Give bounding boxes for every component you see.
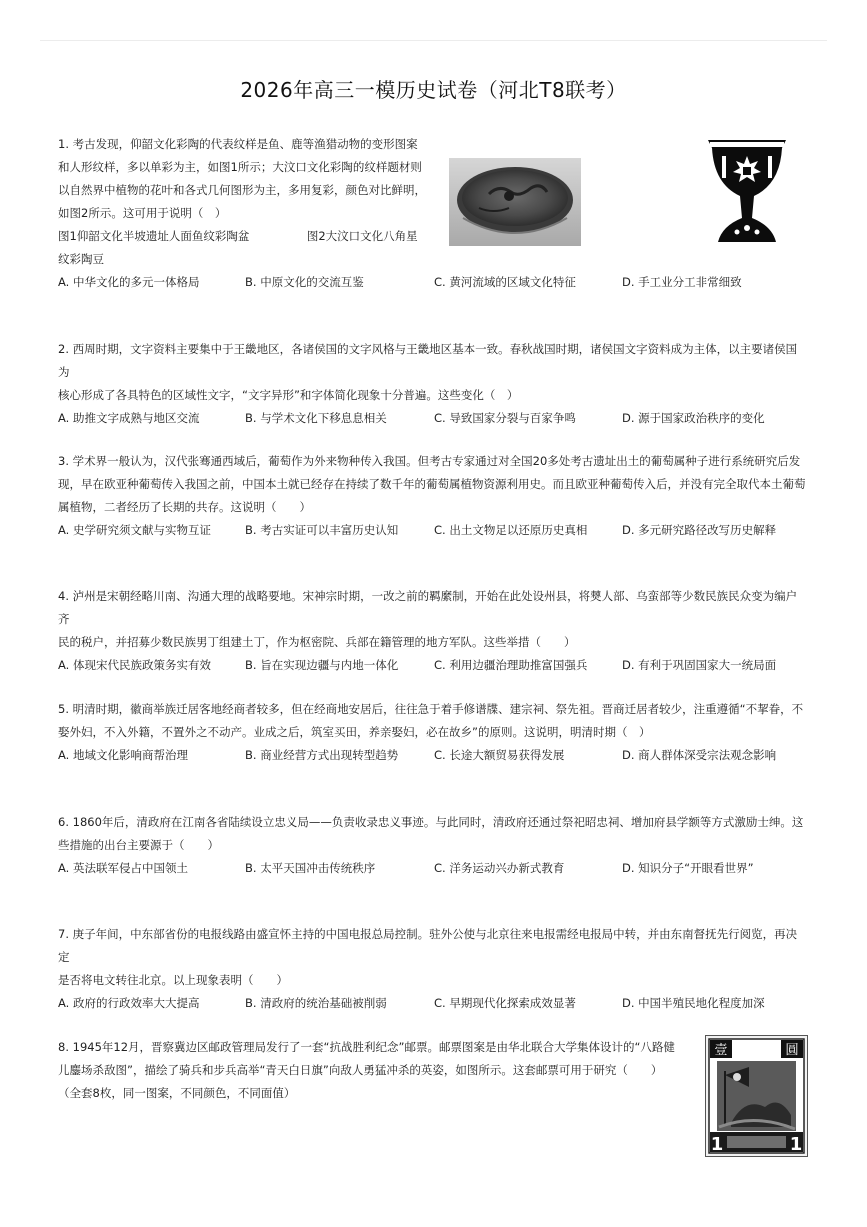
stamp-image bbox=[705, 1035, 808, 1157]
q1-option-d[interactable]: D. 手工业分工非常细致 bbox=[622, 275, 742, 289]
question-3 bbox=[58, 450, 808, 542]
q7-option-b[interactable]: B. 清政府的统治基础被削弱 bbox=[245, 996, 387, 1010]
q3-option-a[interactable]: A. 史学研究须文献与实物互证 bbox=[58, 523, 211, 537]
figure-2-goblet-image bbox=[702, 134, 792, 246]
question-6-line-2: 些措施的出台主要源于（ ） bbox=[58, 838, 219, 852]
q3-option-d[interactable]: D. 多元研究路径改写历史解释 bbox=[622, 523, 777, 537]
q3-option-c[interactable]: C. 出土文物足以还原历史真相 bbox=[434, 523, 588, 537]
question-3-line-3: 属植物，二者经历了长期的共存。这说明（ ） bbox=[58, 500, 311, 514]
q1-option-c[interactable]: C. 黄河流域的区域文化特征 bbox=[434, 275, 576, 289]
q7-option-d[interactable]: D. 中国半殖民地化程度加深 bbox=[622, 996, 765, 1010]
question-2-line-2: 核心形成了各具特色的区域性文字，“文字异形”和字体简化现象十分普遍。这些变化（ ） bbox=[58, 388, 519, 402]
question-3-line-2: 现，早在欧亚种葡萄传入我国之前，中国本土就已经存在持续了数千年的葡萄属植物资源利用史。而且欧亚种葡萄传入后，并没有完全取代本土葡萄 bbox=[58, 477, 806, 491]
q3-option-b[interactable]: B. 考古实证可以丰富历史认知 bbox=[245, 523, 399, 537]
question-5-line-1: 5. 明清时期，徽商举族迁居客地经商者较多，但在经商地安居后，往往急于着手修谱牒、建宗祠、祭先祖。晋商迁居者较少，注重遵循“不挈眷，不 bbox=[58, 702, 804, 716]
q6-option-b[interactable]: B. 太平天国冲击传统秩序 bbox=[245, 861, 376, 875]
q2-option-d[interactable]: D. 源于国家政治秩序的变化 bbox=[622, 411, 765, 425]
q2-option-a[interactable]: A. 助推文字成熟与地区交流 bbox=[58, 411, 200, 425]
question-1 bbox=[58, 133, 438, 271]
q2-option-b[interactable]: B. 与学术文化下移息息相关 bbox=[245, 411, 387, 425]
q4-option-b[interactable]: B. 旨在实现边疆与内地一体化 bbox=[245, 658, 399, 672]
q6-option-d[interactable]: D. 知识分子“开眼看世界” bbox=[622, 861, 754, 875]
question-1-line-1: 1. 考古发现，仰韶文化彩陶的代表纹样是鱼、鹿等渔猎动物的变形图案 bbox=[58, 137, 418, 151]
q2-option-c[interactable]: C. 导致国家分裂与百家争鸣 bbox=[434, 411, 576, 425]
figure-1-bowl-image bbox=[449, 158, 581, 246]
question-2-line-1: 2. 西周时期，文字资料主要集中于王畿地区，各诸侯国的文字风格与王畿地区基本一致。春秋战国时期，诸侯国文字资料成为主体，以主要诸侯国为 bbox=[58, 342, 798, 379]
q6-option-c[interactable]: C. 洋务运动兴办新式教育 bbox=[434, 861, 565, 875]
page-title: 2026年高三一模历史试卷（河北T8联考） bbox=[240, 78, 627, 102]
q4-option-c[interactable]: C. 利用边疆治理助推富国强兵 bbox=[434, 658, 588, 672]
question-4-line-1: 4. 泸州是宋朝经略川南、沟通大理的战略要地。宋神宗时期，一改之前的羁縻制，开始在此处设州县，将僰人部、乌蛮部等少数民族民众变为编户齐 bbox=[58, 589, 798, 626]
stamp-top-left-char: 壹 bbox=[714, 1043, 728, 1058]
stamp-top-right-char: 圓 bbox=[785, 1043, 799, 1058]
question-1-options bbox=[58, 271, 808, 294]
q7-option-c[interactable]: C. 早期现代化探索成效显著 bbox=[434, 996, 576, 1010]
q4-option-d[interactable]: D. 有利于巩固国家大一统局面 bbox=[622, 658, 777, 672]
top-divider bbox=[40, 40, 827, 41]
question-5-line-2: 娶外妇，不入外籍，不置外之不动产。业成之后，筑室买田，养亲娶妇，必在故乡”的原则。这说明，明清时期（ ） bbox=[58, 725, 651, 739]
question-6-line-1: 6. 1860年后，清政府在江南各省陆续设立忠义局——负责收录忠义事迹。与此同时，清政府还通过祭祀昭忠祠、增加府县学额等方式激励士绅。这 bbox=[58, 815, 804, 829]
question-3-line-1: 3. 学术界一般认为，汉代张骞通西域后，葡萄作为外来物种传入我国。但考古专家通过对全国20多处考古遗址出土的葡萄属种子进行系统研究后发 bbox=[58, 454, 801, 468]
question-8-line-1: 8. 1945年12月，晋察冀边区邮政管理局发行了一套“抗战胜利纪念”邮票。邮票图案是由华北联合大学集体设计的“八路健 bbox=[58, 1040, 675, 1054]
question-8-note: （全套8枚，同一图案，不同颜色，不同面值） bbox=[58, 1086, 296, 1100]
q5-option-c[interactable]: C. 长途大额贸易获得发展 bbox=[434, 748, 565, 762]
question-1-line-4: 如图2所示。这可用于说明（ ） bbox=[58, 206, 227, 220]
figure-caption-continued: 纹彩陶豆 bbox=[58, 252, 104, 266]
question-8-line-2: 儿鏖场杀敌图”，描绘了骑兵和步兵高举“青天白日旗”向敌人勇猛冲杀的英姿，如图所示。这套邮票可用于研究（ ） bbox=[58, 1063, 663, 1077]
question-4 bbox=[58, 585, 808, 677]
question-5 bbox=[58, 698, 808, 767]
q5-option-d[interactable]: D. 商人群体深受宗法观念影响 bbox=[622, 748, 777, 762]
q7-option-a[interactable]: A. 政府的行政效率大大提高 bbox=[58, 996, 200, 1010]
question-7 bbox=[58, 923, 808, 1015]
question-7-line-2: 是否将电文转往北京。以上现象表明（ ） bbox=[58, 973, 288, 987]
question-6 bbox=[58, 811, 808, 880]
question-7-line-1: 7. 庚子年间，中东部省份的电报线路由盛宣怀主持的中国电报总局控制。驻外公使与北京往来电报需经电报局中转，并由东南督抚先行阅览，再决定 bbox=[58, 927, 798, 964]
figure-captions: 图1仰韶文化半坡遗址人面鱼纹彩陶盆 图2大汶口文化八角星 bbox=[58, 229, 418, 243]
question-8 bbox=[58, 1036, 698, 1105]
question-2 bbox=[58, 338, 808, 430]
stamp-bottom-left-number: 1 bbox=[710, 1134, 724, 1155]
q1-option-a[interactable]: A. 中华文化的多元一体格局 bbox=[58, 275, 200, 289]
q5-option-a[interactable]: A. 地域文化影响商帮治理 bbox=[58, 748, 188, 762]
q1-option-b[interactable]: B. 中原文化的交流互鉴 bbox=[245, 275, 364, 289]
q4-option-a[interactable]: A. 体现宋代民族政策务实有效 bbox=[58, 658, 211, 672]
q6-option-a[interactable]: A. 英法联军侵占中国领土 bbox=[58, 861, 188, 875]
question-4-line-2: 民的税户，并招募少数民族男丁组建土丁，作为枢密院、兵部在籍管理的地方军队。这些举措（ ） bbox=[58, 635, 576, 649]
q5-option-b[interactable]: B. 商业经营方式出现转型趋势 bbox=[245, 748, 399, 762]
stamp-bottom-right-number: 1 bbox=[789, 1134, 803, 1155]
question-1-line-2: 和人形纹样，多以单彩为主，如图1所示；大汶口文化彩陶的纹样题材则 bbox=[58, 160, 422, 174]
question-1-line-3: 以自然界中植物的花叶和各式几何图形为主，多用复彩，颜色对比鲜明， bbox=[58, 183, 426, 197]
